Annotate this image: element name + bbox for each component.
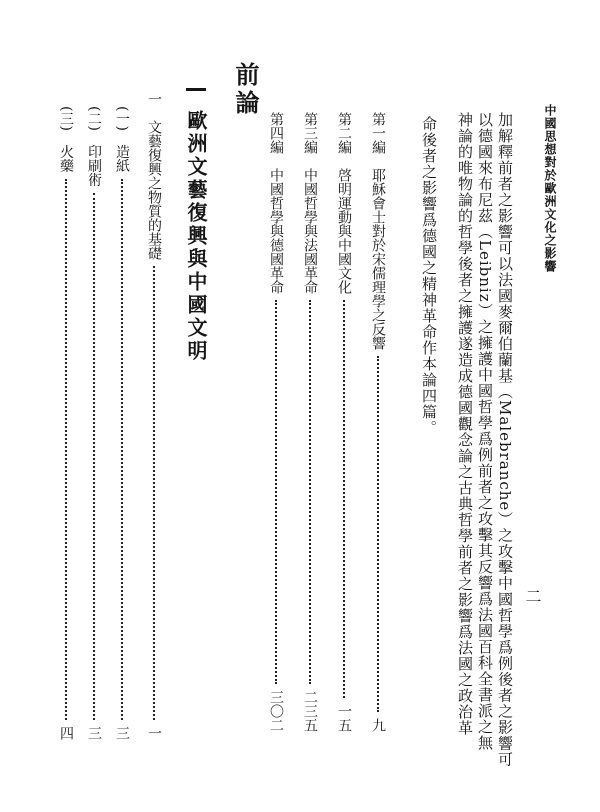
intro-line-4: 命後者之影響爲德國之精神革命作本論四篇。	[420, 116, 438, 436]
dot-leader	[343, 300, 345, 698]
chapter-title: 歐洲文藝復興與中國文明	[184, 110, 208, 363]
section-row-3	[84, 106, 104, 740]
section-page: 三	[114, 726, 130, 740]
toc-part-label: 第三編 中國哲學與法國革命	[302, 112, 318, 294]
toc-part-4	[266, 112, 286, 732]
section-heading: 前論	[231, 62, 260, 118]
running-head: 中國思想對於歐洲文化之影響	[543, 104, 557, 273]
section-row-1	[144, 92, 164, 740]
toc-part-3	[300, 112, 320, 732]
page-number: 二	[523, 588, 542, 604]
dot-leader	[121, 179, 123, 720]
dot-leader	[153, 266, 155, 720]
dot-leader	[275, 300, 277, 684]
dot-leader	[65, 179, 67, 720]
section-row-2	[112, 106, 132, 740]
section-label: (一) 造紙	[114, 106, 130, 173]
dot-leader	[309, 300, 311, 684]
toc-part-page: 三〇二	[268, 690, 284, 732]
toc-part-label: 第二編 啓明運動與中國文化	[336, 112, 352, 294]
intro-line-2: 以德國來布尼茲（Leibniz）之擁護中國哲學爲例前者之攻擊其反響爲法國百科全書派之無	[476, 112, 494, 751]
section-label: (三) 火藥	[58, 106, 74, 173]
section-label: (二) 印刷術	[86, 106, 102, 187]
toc-part-2	[334, 112, 354, 732]
toc-part-1	[368, 112, 388, 732]
intro-line-3: 神論的唯物論的哲學後者之擁護遂造成德國觀念論之古典哲學前者之影響爲法國之政治革	[456, 112, 474, 736]
toc-part-page: 二三五	[302, 690, 318, 732]
section-page: 一	[146, 726, 162, 740]
dot-leader	[93, 193, 95, 720]
toc-part-label: 第一編 耶穌會士對於宋儒理學之反響	[370, 112, 386, 350]
section-page: 四	[58, 726, 74, 740]
section-row-4	[56, 106, 76, 740]
toc-part-page: 一五	[336, 704, 352, 732]
intro-line-1: 加解釋前者之影響可以法國麥爾伯蘭基（Malebranche）之攻擊中國哲學爲例後者之影響可	[496, 112, 514, 768]
section-page: 三	[86, 726, 102, 740]
dot-leader	[377, 356, 379, 712]
section-label: 一 文藝復興之物質的基礎	[146, 92, 162, 260]
toc-part-page: 九	[370, 718, 386, 732]
chapter-number-mark	[186, 88, 206, 91]
toc-part-label: 第四編 中國哲學與德國革命	[268, 112, 284, 294]
